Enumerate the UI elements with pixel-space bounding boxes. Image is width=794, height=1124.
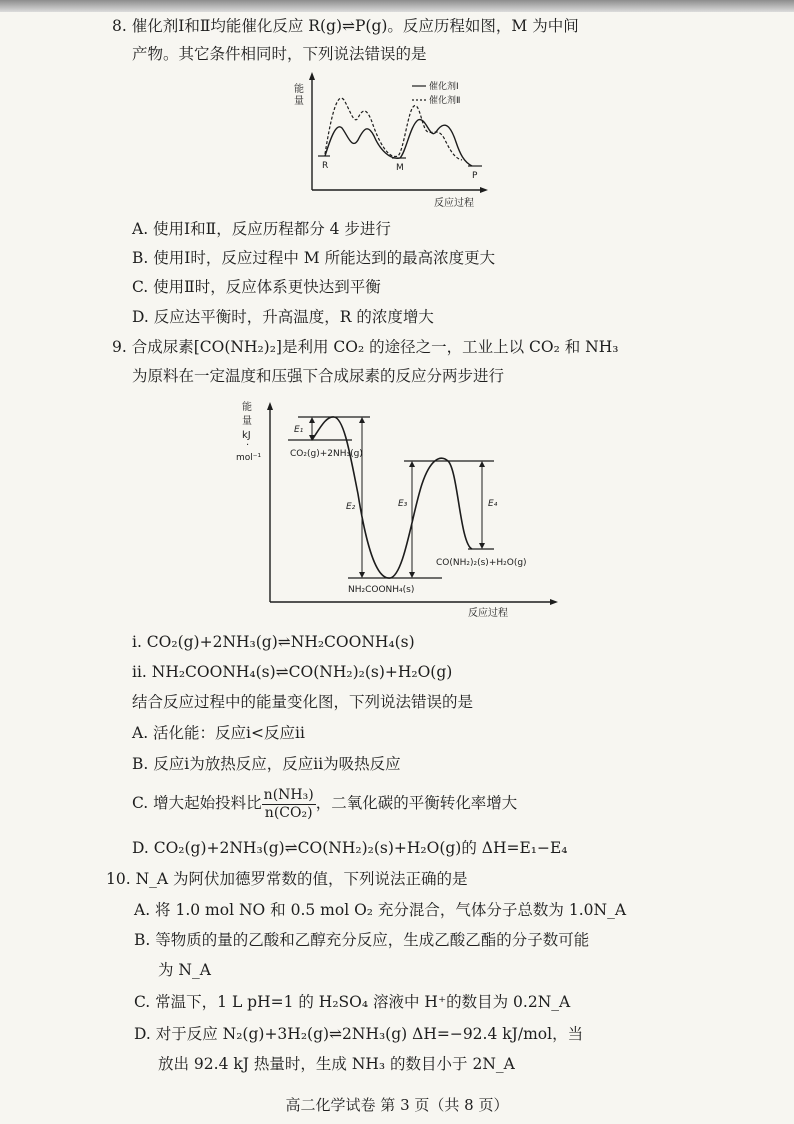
q10-option-c[interactable]: C. 常温下，1 L pH=1 的 H₂SO₄ 溶液中 H⁺的数目为 0.2N_A	[134, 993, 571, 1011]
q10-option-d-line1[interactable]: D. 对于反应 N₂(g)+3H₂(g)⇌2NH₃(g) ΔH=−92.4 kJ/mol，当	[134, 1025, 584, 1043]
q9-energy-diagram	[232, 394, 562, 624]
q8-legend-dashed-label: 催化剂Ⅱ	[429, 96, 461, 106]
q8-x-arrow	[480, 187, 488, 193]
q8-option-d[interactable]: D. 反应达平衡时，升高温度，R 的浓度增大	[132, 308, 434, 326]
q9-option-c-numerator: n(NH₃)	[263, 786, 314, 803]
q9-step-i: ⅰ. CO₂(g)+2NH₃(g)⇌NH₂COONH₄(s)	[132, 633, 415, 651]
q9-ylabel-4: ·	[246, 440, 250, 451]
q9-option-c-denominator: n(CO₂)	[264, 804, 313, 821]
q9-option-c-suffix: ，二氧化碳的平衡转化率增大	[315, 794, 518, 812]
q8-xlabel: 反应过程	[434, 198, 474, 209]
q8-option-c[interactable]: C. 使用Ⅱ时，反应体系更快达到平衡	[132, 278, 381, 296]
q9-xlabel: 反应过程	[468, 608, 508, 619]
q9-stem-line2: 为原料在一定温度和压强下合成尿素的反应分两步进行	[132, 367, 505, 385]
q9-option-d[interactable]: D. CO₂(g)+2NH₃(g)⇌CO(NH₂)₂(s)+H₂O(g)的 ΔH=E₁−E₄	[132, 839, 568, 857]
q9-label-reactants: CO₂(g)+2NH₃(g)	[290, 449, 363, 459]
q8-stem-line2: 产物。其它条件相同时，下列说法错误的是	[132, 45, 427, 63]
q9-option-c[interactable]	[132, 785, 517, 822]
q9-label-products: CO(NH₂)₂(s)+H₂O(g)	[436, 558, 527, 568]
q8-label-P: P	[472, 171, 478, 181]
q9-x-arrow	[550, 599, 558, 605]
q9-ylabel-2: 量	[242, 416, 252, 427]
q10-option-d-line2: 放出 92.4 kJ 热量时，生成 NH₃ 的数目小于 2N_A	[158, 1055, 515, 1073]
scan-top-edge	[0, 0, 794, 12]
q9-ylabel-5: mol⁻¹	[236, 453, 262, 463]
q9-label-E1: E₁	[294, 425, 304, 435]
q9-reaction-curve	[312, 417, 472, 578]
q8-y-arrow	[309, 72, 315, 80]
q8-ylabel-1: 能	[294, 84, 304, 95]
q9-option-a[interactable]: A. 活化能：反应ⅰ<反应ⅱ	[132, 724, 305, 742]
q9-ylabel-3: kJ	[242, 430, 251, 441]
q9-label-E4: E₄	[488, 499, 498, 509]
q8-curve-catalyst-I	[325, 120, 472, 166]
q9-stem-line1: 9. 合成尿素[CO(NH₂)₂]是利用 CO₂ 的途径之一，工业上以 CO₂ 和 NH₃	[112, 338, 619, 356]
q9-option-c-prefix: C. 增大起始投料比	[132, 794, 262, 812]
q9-option-b[interactable]: B. 反应ⅰ为放热反应，反应ⅱ为吸热反应	[132, 755, 401, 773]
q9-step-ii: ⅱ. NH₂COONH₄(s)⇌CO(NH₂)₂(s)+H₂O(g)	[132, 663, 453, 681]
page-footer: 高二化学试卷 第 3 页（共 8 页）	[285, 1096, 509, 1114]
q10-option-a[interactable]: A. 将 1.0 mol NO 和 0.5 mol O₂ 充分混合，气体分子总数为 1.0N_A	[134, 901, 627, 919]
q8-ylabel-2: 量	[294, 96, 304, 107]
q9-option-c-fraction	[262, 787, 316, 822]
q8-energy-profile-chart	[292, 70, 492, 210]
q8-stem-line1: 8. 催化剂Ⅰ和Ⅱ均能催化反应 R(g)⇌P(g)。反应历程如图，M 为中间	[112, 17, 579, 35]
q9-label-E2: E₂	[346, 502, 356, 512]
q10-stem: 10. N_A 为阿伏加德罗常数的值，下列说法正确的是	[106, 870, 468, 888]
q9-prompt: 结合反应过程中的能量变化图，下列说法错误的是	[132, 693, 474, 711]
q8-label-R: R	[322, 161, 329, 171]
q8-label-M: M	[396, 163, 404, 173]
q9-ylabel-1: 能	[242, 402, 252, 413]
q8-option-a[interactable]: A. 使用Ⅰ和Ⅱ，反应历程都分 4 步进行	[132, 220, 391, 238]
q9-label-E3: E₃	[398, 499, 408, 509]
q8-option-b[interactable]: B. 使用Ⅰ时，反应过程中 M 所能达到的最高浓度更大	[132, 249, 496, 267]
q10-option-b-line2: 为 N_A	[158, 961, 211, 979]
q9-y-arrow	[267, 402, 273, 410]
q10-option-b-line1[interactable]: B. 等物质的量的乙酸和乙醇充分反应，生成乙酸乙酯的分子数可能	[134, 931, 590, 949]
q9-label-intermediate: NH₂COONH₄(s)	[348, 585, 415, 595]
q8-curve-catalyst-II	[325, 98, 462, 160]
q8-legend-solid-label: 催化剂Ⅰ	[429, 82, 459, 92]
